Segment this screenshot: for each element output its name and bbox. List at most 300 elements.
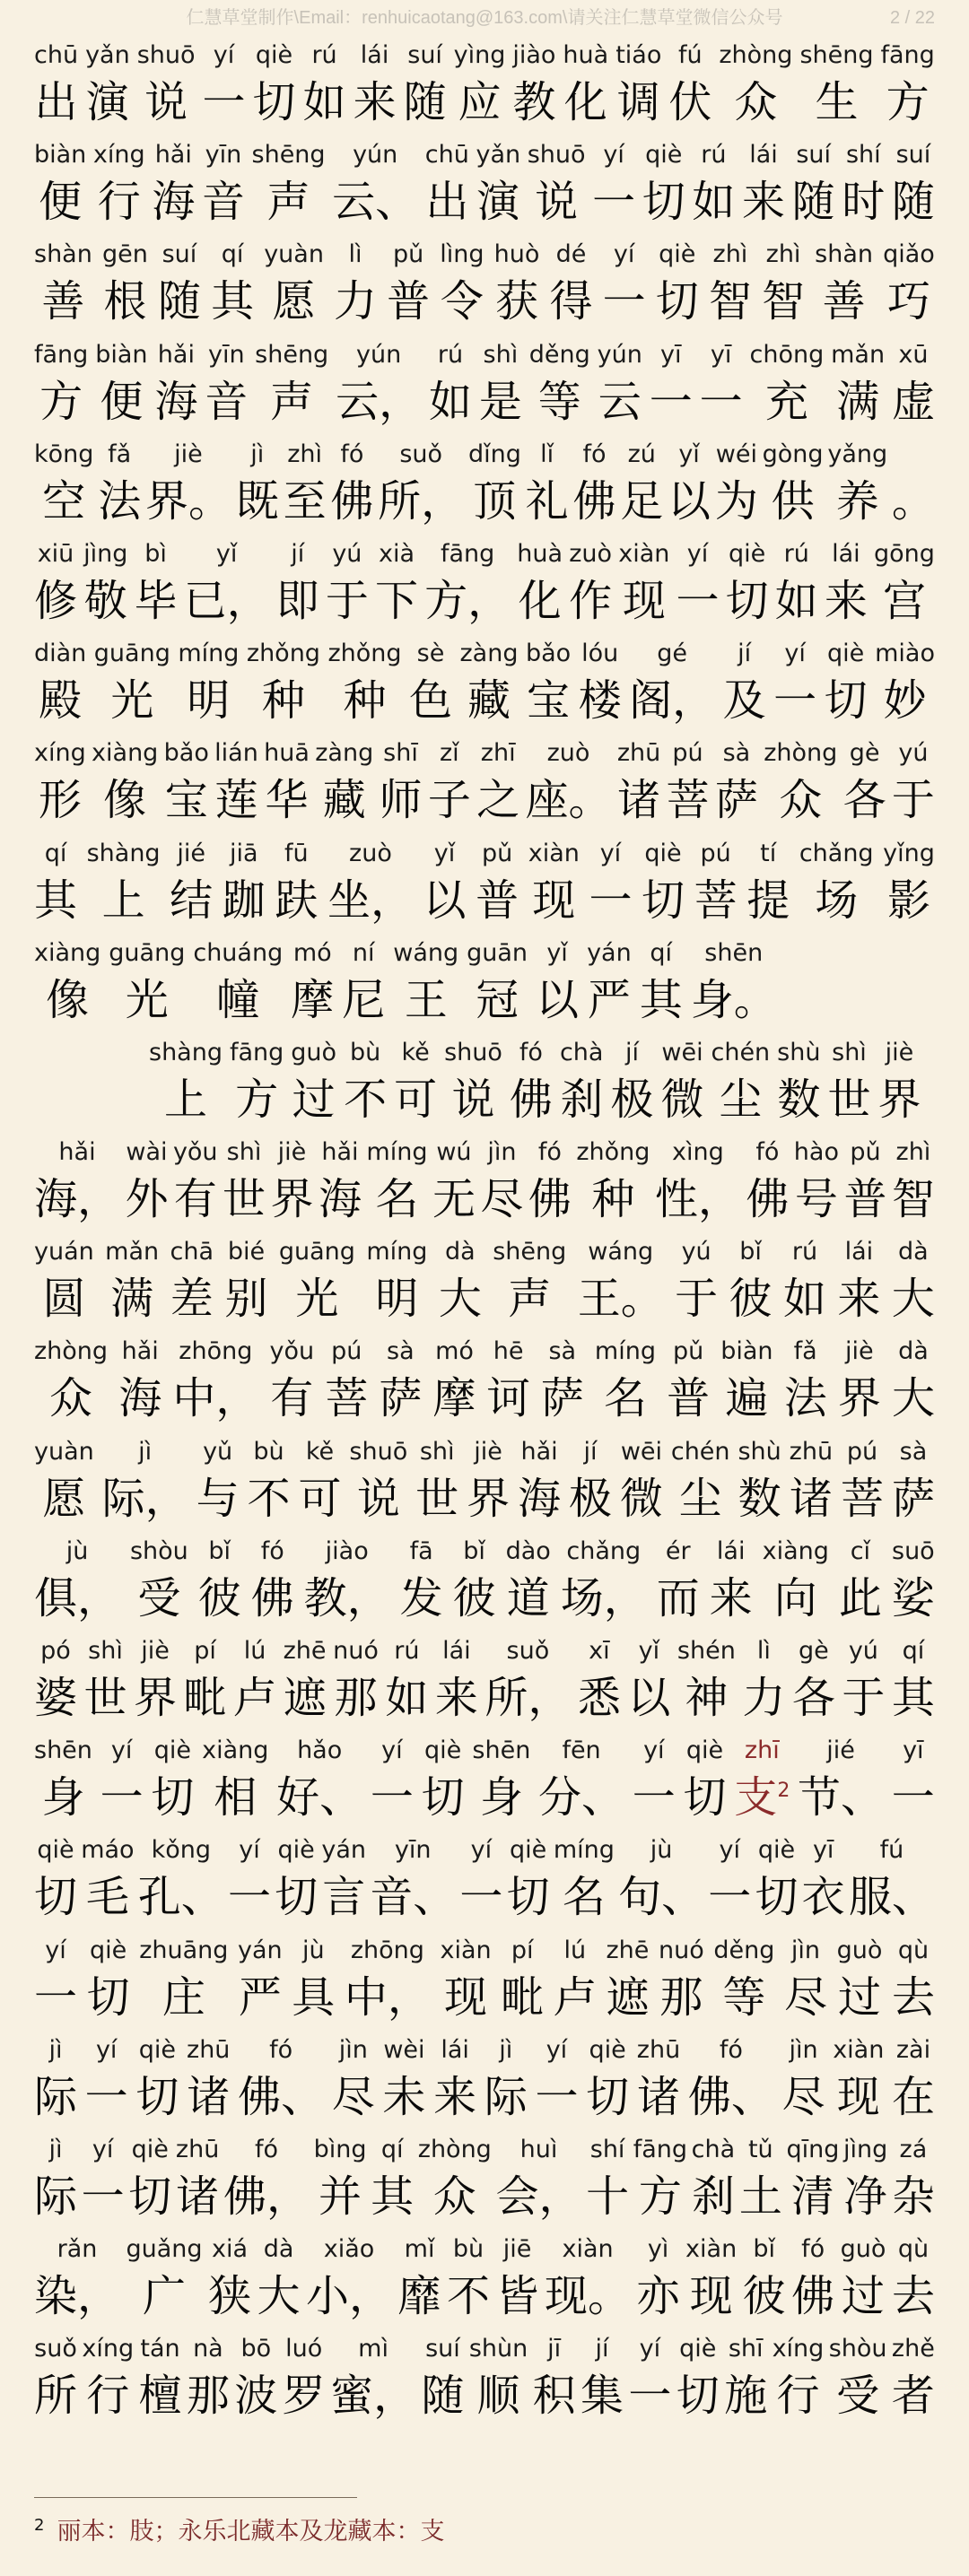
char-cell — [709, 235, 752, 328]
char-cell — [336, 335, 422, 429]
char-cell — [184, 1632, 227, 1725]
hanzi: 切 — [252, 77, 296, 127]
char-cell — [418, 2130, 492, 2224]
text-line — [34, 1731, 935, 1831]
hanzi: 海， — [34, 1174, 121, 1225]
page-number: 2 / 22 — [889, 8, 935, 28]
hanzi: 切 — [683, 1772, 727, 1823]
char-cell — [170, 834, 213, 927]
hanzi: 其 — [34, 875, 78, 926]
pinyin: yìng — [453, 41, 506, 69]
char-cell — [444, 1033, 502, 1127]
char-cell — [87, 1931, 130, 2024]
hanzi: 神 — [685, 1673, 729, 1723]
page-header — [0, 0, 969, 36]
footnote-divider — [34, 2497, 357, 2498]
char-cell — [815, 235, 873, 328]
char-cell — [877, 1033, 921, 1127]
pinyin: zhòng — [34, 1337, 109, 1366]
hanzi: 句、 — [618, 1872, 705, 1923]
hanzi: 其 — [639, 974, 683, 1025]
hanzi: 是 — [478, 376, 522, 427]
pinyin: yú — [898, 739, 929, 768]
char-cell — [842, 135, 885, 229]
pinyin: bǐ — [739, 1238, 762, 1266]
pinyin: shēn — [34, 1736, 92, 1765]
char-cell — [472, 1731, 530, 1824]
pinyin: wáng — [393, 938, 459, 967]
pinyin: shì — [226, 1138, 262, 1167]
pinyin: yún — [597, 340, 642, 369]
char-cell — [87, 834, 161, 927]
hanzi: 音 — [201, 177, 245, 228]
hanzi: 一 — [370, 1772, 414, 1823]
pinyin: nà — [193, 2335, 223, 2363]
hanzi: 音、 — [370, 1872, 457, 1923]
pinyin: zhǒng — [327, 640, 402, 668]
hanzi: 并 — [319, 2171, 362, 2222]
hanzi: 受 — [137, 1572, 181, 1623]
pinyin — [910, 435, 918, 474]
hanzi: 蜜， — [330, 2371, 417, 2422]
pinyin: yún — [355, 340, 402, 369]
pinyin: fāng — [633, 2135, 688, 2163]
pinyin: hào — [793, 1138, 839, 1167]
pinyin: lóu — [581, 640, 619, 668]
char-cell — [633, 2130, 687, 2224]
char-cell — [228, 1831, 271, 1924]
char-cell — [529, 335, 590, 429]
char-cell — [138, 1831, 224, 1924]
char-cell — [422, 1731, 465, 1824]
char-cell — [606, 1931, 649, 2024]
pinyin: mǎn — [105, 1238, 160, 1266]
char-cell — [330, 2329, 416, 2423]
pinyin: shēn — [704, 938, 764, 967]
char-cell — [149, 1033, 223, 1127]
char-cell — [118, 1332, 162, 1425]
pinyin: jié — [177, 839, 205, 867]
pinyin: qiè — [685, 1736, 724, 1765]
char-cell — [517, 535, 563, 628]
pinyin: suǒ — [506, 1637, 550, 1665]
char-cell — [258, 2230, 301, 2323]
hanzi: 像 — [46, 974, 90, 1025]
hanzi: 现 — [622, 575, 666, 626]
pinyin: tǔ — [747, 2135, 773, 2163]
pinyin: shēng — [799, 41, 874, 69]
char-cell — [581, 2329, 624, 2423]
char-cell — [572, 435, 615, 528]
char-cell — [394, 1033, 437, 1127]
char-cell — [843, 2130, 887, 2224]
pinyin: rú — [437, 340, 464, 369]
char-cell — [291, 934, 334, 1027]
pinyin: lái — [360, 41, 389, 69]
pinyin: tí — [760, 839, 777, 867]
hanzi: 切 — [128, 2171, 172, 2222]
pinyin: zàng — [459, 640, 519, 668]
pinyin: wú — [436, 1138, 472, 1167]
char-cell — [454, 36, 506, 129]
hanzi: 一 — [602, 276, 646, 327]
pinyin: qiè — [679, 2335, 717, 2363]
hanzi: 伏 — [668, 77, 712, 127]
text-line — [34, 634, 935, 734]
hanzi: 及 — [722, 675, 766, 727]
pinyin: xìng — [672, 1138, 724, 1167]
pinyin: jù — [650, 1836, 673, 1865]
hanzi: 庄 — [162, 1971, 205, 2023]
hanzi: 世 — [827, 1074, 871, 1125]
hanzi: 跏 — [222, 875, 266, 926]
hanzi: 诸 — [789, 1473, 833, 1524]
pinyin: suǒ — [399, 439, 443, 468]
pinyin: fāng — [34, 340, 89, 369]
hanzi: 遮 — [606, 1971, 650, 2023]
pinyin: míng — [553, 1836, 615, 1865]
pinyin: ní — [352, 938, 375, 967]
pinyin: yí — [92, 2135, 114, 2163]
char-cell — [627, 1632, 670, 1725]
hanzi: 尘 — [678, 1473, 722, 1524]
pinyin: xíng — [92, 141, 145, 170]
char-cell — [82, 2329, 134, 2423]
pinyin: yí — [639, 2335, 661, 2363]
pinyin: shuō — [349, 1437, 408, 1466]
char-cell — [264, 235, 324, 328]
char-cell — [874, 535, 935, 628]
pinyin: hǎi — [121, 1337, 159, 1366]
pinyin: jiào — [512, 41, 556, 69]
hanzi: 愿 — [42, 1473, 86, 1524]
pinyin: jì — [48, 2135, 63, 2163]
char-cell — [883, 834, 935, 927]
pinyin: fū — [284, 839, 309, 867]
hanzi: 未 — [382, 2071, 426, 2122]
hanzi: 刹 — [691, 2171, 735, 2222]
hanzi: 一 — [202, 77, 246, 127]
hanzi: 中， — [172, 1373, 259, 1424]
hanzi: 切 — [34, 1872, 78, 1923]
pinyin: lú — [243, 1637, 266, 1665]
char-cell — [688, 2031, 774, 2124]
char-cell — [892, 1931, 935, 2024]
hanzi: 亦 — [636, 2271, 680, 2322]
hanzi: 方 — [235, 1074, 279, 1125]
text-line — [34, 1632, 935, 1731]
pinyin: chōng — [749, 340, 825, 369]
char-cell — [598, 335, 642, 429]
hanzi: 一 — [227, 1872, 271, 1923]
pinyin: hǎi — [58, 1138, 96, 1167]
char-cell — [234, 2329, 277, 2423]
char-cell — [447, 2230, 490, 2323]
char-cell — [892, 1632, 935, 1725]
footnote-marker: 2 — [777, 1780, 790, 1803]
hanzi: 佛， — [223, 2171, 310, 2222]
pinyin: jìng — [842, 2135, 888, 2163]
pinyin: shí — [589, 2135, 625, 2163]
hanzi: 海 — [118, 1373, 162, 1424]
pinyin: suí — [425, 2335, 460, 2363]
pinyin: qí — [221, 240, 244, 269]
char-cell — [375, 535, 418, 628]
char-cell — [554, 1831, 615, 1924]
pinyin: zhì — [765, 240, 801, 269]
pinyin: wài — [126, 1138, 168, 1167]
char-cell — [479, 335, 522, 429]
char-cell — [164, 734, 209, 827]
pinyin: shì — [832, 1038, 867, 1066]
hanzi: 彼 — [742, 2271, 786, 2322]
char-cell — [105, 1232, 159, 1326]
hanzi: 来 — [742, 177, 786, 228]
hanzi: 彼 — [452, 1572, 496, 1623]
char-cell — [203, 36, 246, 129]
pinyin: zhì — [895, 1138, 931, 1167]
char-cell — [459, 1831, 502, 1924]
pinyin: chuáng — [193, 938, 284, 967]
hanzi: 一 — [34, 1971, 78, 2023]
char-cell — [677, 1632, 736, 1725]
pinyin: zhū — [636, 2035, 681, 2064]
char-cell — [184, 535, 270, 628]
char-cell — [496, 2230, 539, 2323]
hanzi: 一 — [84, 2071, 128, 2122]
char-cell — [344, 1033, 387, 1127]
hanzi: 善 — [822, 276, 866, 327]
pinyin: zàng — [315, 739, 374, 768]
char-cell — [798, 1731, 884, 1824]
hanzi: 大 — [891, 1373, 935, 1424]
hanzi: 佛、 — [687, 2071, 774, 2122]
pinyin: jù — [301, 1936, 325, 1964]
hanzi: 其 — [371, 2171, 415, 2222]
char-cell — [34, 2230, 120, 2323]
char-cell — [349, 1432, 407, 1526]
pinyin: yí — [613, 240, 635, 269]
text-line — [34, 2130, 935, 2230]
pinyin: zhē — [606, 1936, 650, 1964]
hanzi: 际 — [34, 2171, 78, 2222]
pinyin: guò — [836, 1936, 883, 1964]
pinyin: fó — [519, 1038, 543, 1066]
pinyin: shuō — [136, 41, 196, 69]
char-cell — [34, 2130, 77, 2224]
hanzi: 一 — [81, 2171, 125, 2222]
hanzi: 既 — [235, 475, 279, 527]
text-line — [34, 1033, 935, 1133]
hanzi: 萨 — [891, 1473, 935, 1524]
char-cell — [610, 1033, 653, 1127]
pinyin: zhòng — [417, 2135, 492, 2163]
pinyin: míng — [366, 1238, 428, 1266]
pinyin: yí — [239, 1836, 260, 1865]
char-cell — [330, 435, 373, 528]
hanzi: 海 — [518, 1473, 562, 1524]
pinyin: yīn — [394, 1836, 432, 1865]
pinyin: xíng — [34, 739, 86, 768]
pinyin: lìng — [440, 240, 484, 269]
hanzi: 尽 — [781, 2071, 825, 2122]
hanzi: 切 — [151, 1772, 195, 1823]
char-cell — [746, 1133, 789, 1226]
char-cell — [892, 734, 935, 827]
char-cell — [775, 535, 818, 628]
char-cell — [849, 1831, 935, 1924]
hanzi: 王。 — [577, 1274, 664, 1325]
hanzi: 说 — [535, 177, 579, 228]
hanzi: 界 — [877, 1074, 921, 1125]
pinyin: lái — [441, 2035, 469, 2064]
pinyin: pǔ — [850, 1138, 881, 1167]
char-cell — [825, 634, 868, 727]
hanzi: 师 — [379, 775, 423, 826]
pinyin: xiàng — [202, 1736, 269, 1765]
pinyin: qiè — [659, 240, 696, 269]
pinyin: fēn — [562, 1736, 601, 1765]
pinyin: jié — [826, 1736, 855, 1765]
hanzi: 尽 — [783, 1971, 827, 2023]
char-cell — [125, 1133, 168, 1226]
text-line — [34, 535, 935, 634]
hanzi: 孔、 — [137, 1872, 224, 1923]
hanzi: 身 — [41, 1772, 85, 1823]
hanzi: 华 — [265, 775, 309, 826]
hanzi: 海 — [318, 1174, 362, 1225]
hanzi: 发 — [399, 1572, 443, 1623]
pinyin: qí — [44, 839, 67, 867]
pinyin: zhē — [283, 1637, 327, 1665]
pinyin: shēng — [255, 340, 329, 369]
pinyin: pǔ — [672, 1337, 704, 1366]
hanzi: 切 — [86, 1971, 130, 2023]
hanzi: 云， — [336, 376, 423, 427]
pinyin: jiè — [277, 1138, 307, 1167]
char-cell — [528, 1133, 572, 1226]
pinyin: wéi — [715, 439, 757, 468]
hanzi: 那 — [659, 1971, 703, 2023]
char-cell — [233, 1632, 276, 1725]
pinyin: yí — [599, 839, 622, 867]
pinyin: zuò — [569, 539, 613, 568]
hanzi: 相 — [214, 1772, 258, 1823]
hanzi: 一 — [891, 1772, 935, 1823]
char-cell — [507, 1831, 550, 1924]
hanzi: 以 — [536, 974, 580, 1025]
char-cell — [476, 135, 520, 229]
char-cell — [892, 1432, 935, 1526]
hanzi: 数 — [738, 1473, 781, 1524]
pinyin: hǎo — [297, 1736, 343, 1765]
char-cell — [892, 1133, 935, 1226]
char-cell — [892, 1232, 935, 1326]
text-line — [34, 1332, 935, 1432]
pinyin: yú — [332, 539, 362, 568]
pinyin: guò — [840, 2235, 886, 2264]
hanzi: 如 — [385, 1673, 429, 1723]
pinyin: xiàng — [762, 1536, 829, 1565]
pinyin: yǐ — [215, 539, 238, 568]
hanzi: 施 — [724, 2371, 768, 2422]
hanzi: 际 — [484, 2071, 528, 2122]
pinyin: shùn — [468, 2335, 528, 2363]
pinyin: luó — [285, 2335, 323, 2363]
char-cell — [755, 1831, 798, 1924]
pinyin: chén — [670, 1437, 730, 1466]
pinyin: shì — [88, 1637, 123, 1665]
hanzi: 彼 — [729, 1274, 773, 1325]
char-cell — [586, 2130, 629, 2224]
hanzi: 场 — [815, 875, 859, 926]
char-cell — [512, 36, 555, 129]
hanzi: 妙 — [883, 675, 927, 727]
hanzi: 教， — [303, 1572, 390, 1623]
char-cell — [34, 1332, 108, 1425]
hanzi: 严 — [238, 1971, 282, 2023]
pinyin: qiè — [277, 1836, 315, 1865]
pinyin: dǐng — [467, 439, 521, 468]
pinyin: gōng — [874, 539, 935, 568]
char-cell — [892, 2031, 935, 2124]
hanzi: 于 — [675, 1274, 719, 1325]
char-cell — [34, 1731, 92, 1824]
pinyin: jiè — [141, 1637, 170, 1665]
hanzi: 光 — [125, 974, 169, 1025]
hanzi: 悉 — [577, 1673, 621, 1723]
hanzi: 应 — [458, 77, 502, 127]
pinyin: jìn — [338, 2035, 368, 2064]
char-cell — [421, 2329, 464, 2423]
pinyin: zhǒng — [576, 1138, 650, 1167]
pinyin: fó — [340, 439, 364, 468]
char-cell — [137, 36, 196, 129]
char-cell — [659, 1931, 704, 2024]
char-cell — [247, 634, 320, 727]
char-cell — [637, 2230, 680, 2323]
hanzi: 来 — [434, 1673, 478, 1723]
hanzi: 教 — [512, 77, 556, 127]
text-line — [34, 734, 935, 833]
hanzi: 智 — [708, 276, 752, 327]
pinyin: yì — [647, 2235, 669, 2264]
char-cell — [618, 1831, 704, 1924]
pinyin: shī — [383, 739, 418, 768]
pinyin: pú — [331, 1337, 362, 1366]
hanzi: 方 — [39, 376, 83, 427]
char-cell — [81, 1831, 134, 1924]
pinyin: qù — [897, 2235, 930, 2264]
char-cell — [713, 1931, 774, 2024]
pinyin: yí — [686, 539, 709, 568]
pinyin: kě — [401, 1038, 430, 1066]
char-cell — [193, 934, 283, 1027]
pinyin: míng — [366, 1138, 428, 1167]
hanzi: 方， — [424, 575, 511, 626]
pinyin: fó — [582, 439, 607, 468]
char-cell — [187, 2031, 230, 2124]
hanzi: 各 — [791, 1673, 835, 1723]
hanzi: 去 — [891, 2271, 935, 2322]
pinyin: bǎo — [525, 640, 572, 668]
char-cell — [34, 335, 88, 429]
pinyin: zǐ — [440, 739, 459, 768]
char-cell — [292, 1931, 335, 2024]
hanzi: 令 — [440, 276, 484, 327]
char-cell — [576, 1133, 650, 1226]
char-cell — [202, 1731, 268, 1824]
